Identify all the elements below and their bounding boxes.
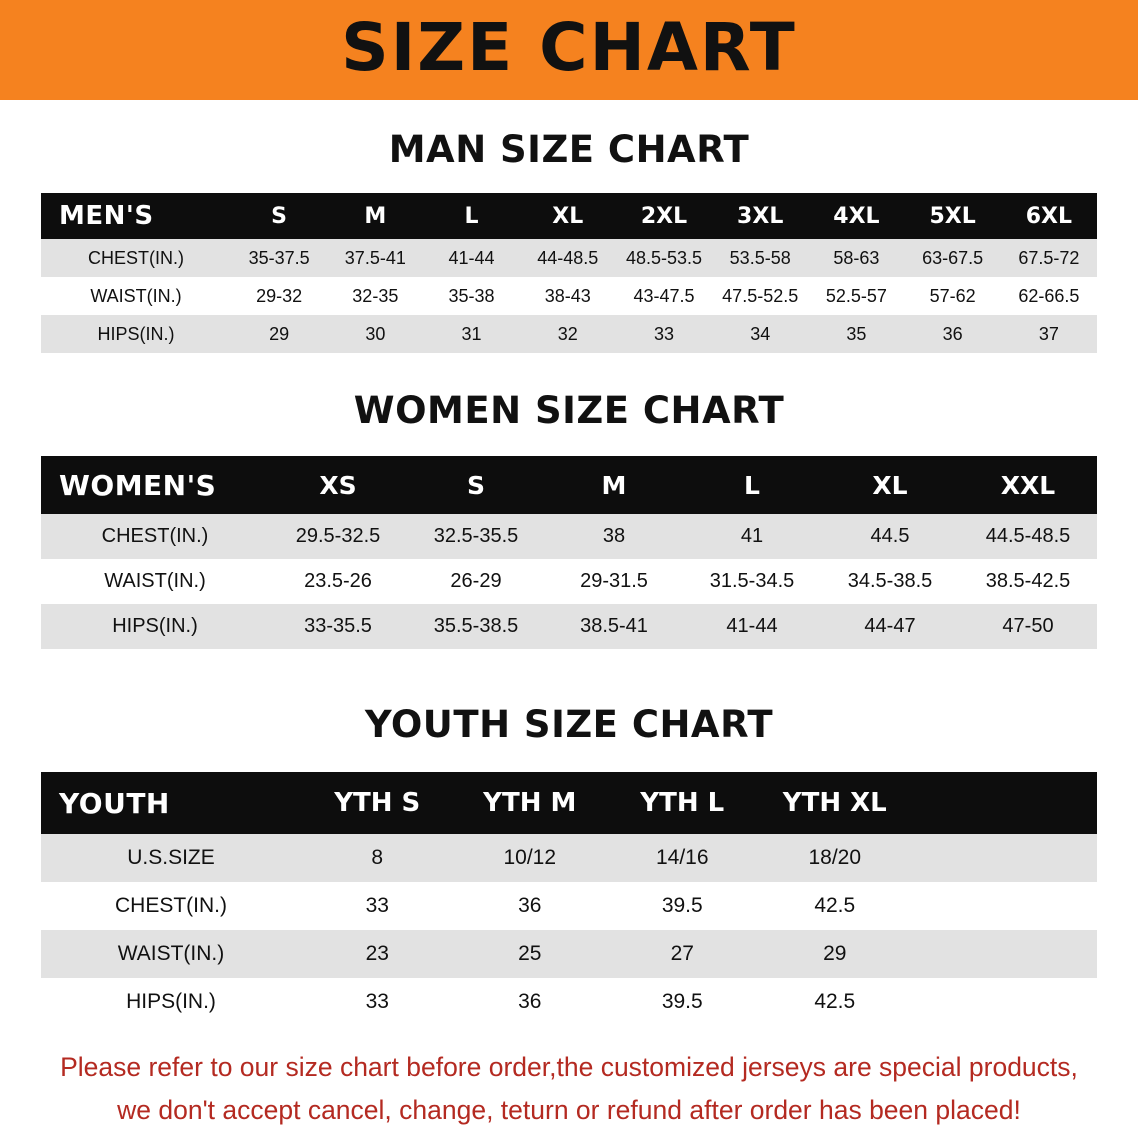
table-cell: 37.5-41 <box>327 239 423 277</box>
youth-row-label: U.S.SIZE <box>41 834 301 882</box>
table-row <box>41 604 1097 649</box>
youth-col-header: YTH M <box>454 772 607 834</box>
table-cell: 41-44 <box>423 239 519 277</box>
table-cell: 32.5-35.5 <box>407 514 545 559</box>
table-cell: 23.5-26 <box>269 559 407 604</box>
women-corner-label: WOMEN'S <box>41 456 269 514</box>
table-cell: 35.5-38.5 <box>407 604 545 649</box>
youth-table-header <box>41 772 1097 834</box>
page-banner <box>0 0 1138 100</box>
table-cell: 41-44 <box>683 604 821 649</box>
table-row <box>41 239 1097 277</box>
women-table-body <box>41 514 1097 649</box>
table-cell: 33 <box>301 978 454 1026</box>
table-cell: 38-43 <box>520 277 616 315</box>
table-cell-spacer <box>911 978 1097 1026</box>
table-row <box>41 882 1097 930</box>
table-cell: 18/20 <box>759 834 912 882</box>
table-cell: 41 <box>683 514 821 559</box>
youth-row-label: CHEST(IN.) <box>41 882 301 930</box>
table-cell: 32-35 <box>327 277 423 315</box>
table-cell: 8 <box>301 834 454 882</box>
table-cell: 29-31.5 <box>545 559 683 604</box>
man-row-label: WAIST(IN.) <box>41 277 231 315</box>
man-size-table <box>41 193 1097 353</box>
man-col-header: 5XL <box>905 193 1001 239</box>
man-table-header <box>41 193 1097 239</box>
youth-corner-label: YOUTH <box>41 772 301 834</box>
table-cell: 37 <box>1001 315 1097 353</box>
table-cell: 38.5-41 <box>545 604 683 649</box>
table-cell: 27 <box>606 930 759 978</box>
women-table-wrap <box>0 456 1138 649</box>
man-col-header: 3XL <box>712 193 808 239</box>
disclaimer-note <box>40 1046 1098 1132</box>
table-cell: 33 <box>616 315 712 353</box>
man-col-header: 4XL <box>808 193 904 239</box>
man-col-header: XL <box>520 193 616 239</box>
table-cell: 35-38 <box>423 277 519 315</box>
women-size-table <box>41 456 1097 649</box>
youth-table-wrap <box>0 772 1138 1026</box>
women-col-header: XL <box>821 456 959 514</box>
table-row <box>41 514 1097 559</box>
table-row <box>41 834 1097 882</box>
women-col-header: M <box>545 456 683 514</box>
table-cell: 29-32 <box>231 277 327 315</box>
disclaimer-line-1: Please refer to our size chart before order,the customized jerseys are special products, <box>60 1052 1078 1082</box>
table-cell: 31 <box>423 315 519 353</box>
table-cell: 57-62 <box>905 277 1001 315</box>
table-cell: 33-35.5 <box>269 604 407 649</box>
youth-col-header-spacer <box>911 772 1097 834</box>
table-cell: 29.5-32.5 <box>269 514 407 559</box>
table-cell: 32 <box>520 315 616 353</box>
table-cell: 38.5-42.5 <box>959 559 1097 604</box>
table-cell: 30 <box>327 315 423 353</box>
table-cell: 23 <box>301 930 454 978</box>
table-cell: 47.5-52.5 <box>712 277 808 315</box>
table-cell: 33 <box>301 882 454 930</box>
women-col-header: XS <box>269 456 407 514</box>
women-col-header: S <box>407 456 545 514</box>
man-col-header: 2XL <box>616 193 712 239</box>
youth-col-header: YTH L <box>606 772 759 834</box>
man-col-header: 6XL <box>1001 193 1097 239</box>
table-cell: 34.5-38.5 <box>821 559 959 604</box>
table-cell: 62-66.5 <box>1001 277 1097 315</box>
table-cell: 58-63 <box>808 239 904 277</box>
table-cell: 44-48.5 <box>520 239 616 277</box>
women-row-label: HIPS(IN.) <box>41 604 269 649</box>
table-cell: 53.5-58 <box>712 239 808 277</box>
table-cell: 44-47 <box>821 604 959 649</box>
youth-col-header: YTH XL <box>759 772 912 834</box>
table-header-row <box>41 772 1097 834</box>
youth-table-body <box>41 834 1097 1026</box>
youth-row-label: HIPS(IN.) <box>41 978 301 1026</box>
table-cell: 35-37.5 <box>231 239 327 277</box>
table-cell: 14/16 <box>606 834 759 882</box>
table-cell: 39.5 <box>606 978 759 1026</box>
women-table-header <box>41 456 1097 514</box>
table-cell: 26-29 <box>407 559 545 604</box>
table-row <box>41 315 1097 353</box>
table-cell: 47-50 <box>959 604 1097 649</box>
man-corner-label: MEN'S <box>41 193 231 239</box>
table-cell-spacer <box>911 930 1097 978</box>
man-row-label: HIPS(IN.) <box>41 315 231 353</box>
youth-row-label: WAIST(IN.) <box>41 930 301 978</box>
table-cell: 36 <box>454 882 607 930</box>
table-cell-spacer <box>911 882 1097 930</box>
table-cell: 31.5-34.5 <box>683 559 821 604</box>
table-cell-spacer <box>911 834 1097 882</box>
man-table-wrap <box>0 193 1138 353</box>
table-cell: 29 <box>759 930 912 978</box>
table-header-row <box>41 456 1097 514</box>
table-cell: 29 <box>231 315 327 353</box>
table-cell: 48.5-53.5 <box>616 239 712 277</box>
table-cell: 38 <box>545 514 683 559</box>
table-cell: 39.5 <box>606 882 759 930</box>
women-col-header: XXL <box>959 456 1097 514</box>
man-table-body <box>41 239 1097 353</box>
table-cell: 34 <box>712 315 808 353</box>
table-cell: 42.5 <box>759 978 912 1026</box>
table-row <box>41 277 1097 315</box>
table-cell: 44.5 <box>821 514 959 559</box>
table-cell: 43-47.5 <box>616 277 712 315</box>
table-cell: 35 <box>808 315 904 353</box>
man-col-header: L <box>423 193 519 239</box>
table-cell: 10/12 <box>454 834 607 882</box>
table-cell: 25 <box>454 930 607 978</box>
women-row-label: WAIST(IN.) <box>41 559 269 604</box>
table-row <box>41 930 1097 978</box>
page-title: SIZE CHART <box>341 9 797 86</box>
table-row <box>41 559 1097 604</box>
table-cell: 42.5 <box>759 882 912 930</box>
youth-size-table <box>41 772 1097 1026</box>
women-row-label: CHEST(IN.) <box>41 514 269 559</box>
man-col-header: M <box>327 193 423 239</box>
table-header-row <box>41 193 1097 239</box>
table-row <box>41 978 1097 1026</box>
man-col-header: S <box>231 193 327 239</box>
man-section-heading: MAN SIZE CHART <box>388 128 750 171</box>
disclaimer-line-2: we don't accept cancel, change, teturn or refund after order has been placed! <box>117 1094 1021 1125</box>
table-cell: 36 <box>454 978 607 1026</box>
youth-section-heading: YOUTH SIZE CHART <box>364 703 774 746</box>
table-cell: 52.5-57 <box>808 277 904 315</box>
table-cell: 67.5-72 <box>1001 239 1097 277</box>
women-col-header: L <box>683 456 821 514</box>
youth-col-header: YTH S <box>301 772 454 834</box>
table-cell: 63-67.5 <box>905 239 1001 277</box>
table-cell: 36 <box>905 315 1001 353</box>
table-cell: 44.5-48.5 <box>959 514 1097 559</box>
women-section-heading: WOMEN SIZE CHART <box>353 389 785 432</box>
man-row-label: CHEST(IN.) <box>41 239 231 277</box>
